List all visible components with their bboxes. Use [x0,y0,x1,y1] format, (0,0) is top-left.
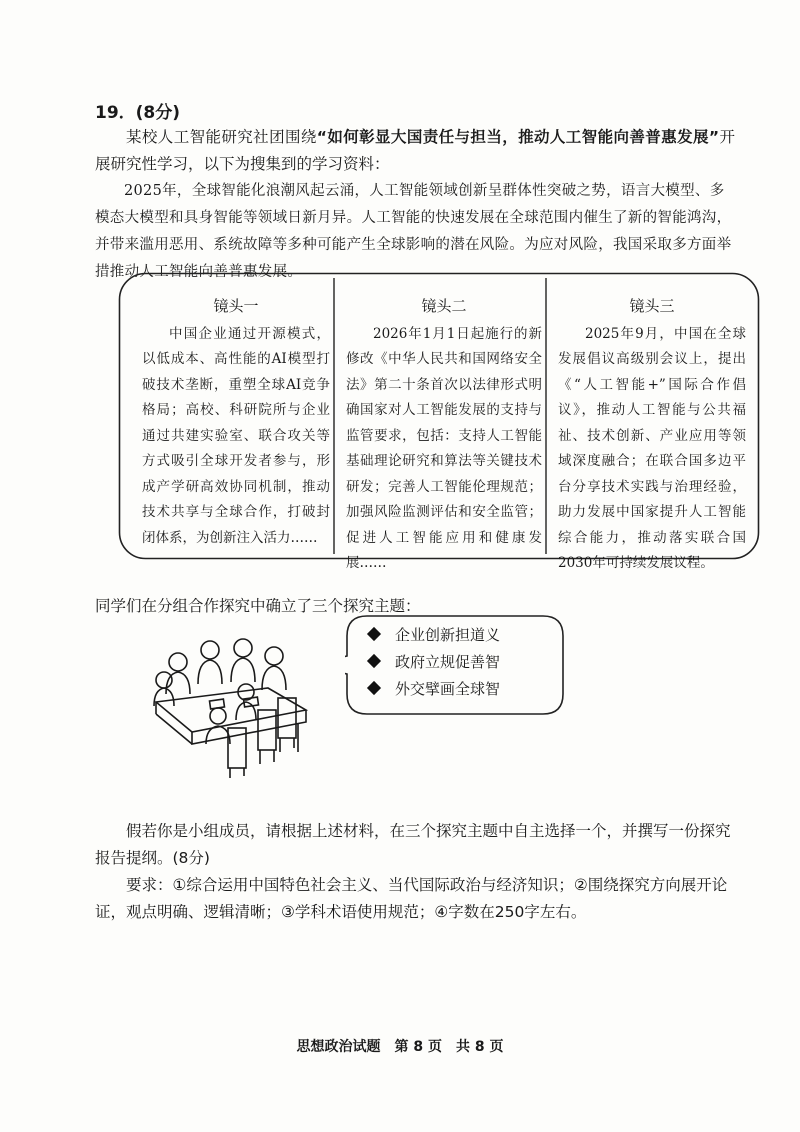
task-requirements: 要求：①综合运用中国特色社会主义、当代国际政治与经济知识；②围绕探究方向展开论证，观点明确、逻辑清晰；③学科术语使用规范；④字数在250字左右。 [95,876,728,921]
diamond-bullet-icon [367,654,381,668]
scene-two-text: 2026年1月1日起施行的新修改《中华人民共和国网络安全法》第二十条首次以法律形式明确国家对人工智能发展的支持与监管要求，包括：支持人工智能基础理论研究和算法等关键技术研发；完善人工智能伦理规范；加强风险监测评估和安全监管；促进人工智能应用和健康发展…… [346,325,542,571]
scene-one-text: 中国企业通过开源模式，以低成本、高性能的AI模型打破技术垄断，重塑全球AI竞争格局；高校、科研院所与企业通过共建实验室、联合攻关等方式吸引全球开发者参与，形成产学研高效协同机制，推动技术共享与全球合作，打破封闭体系，为创新注入活力…… [142,325,330,546]
themes-speech-bubble [345,614,565,724]
task-instruction: 假若你是小组成员，请根据上述材料，在三个探究主题中自主选择一个，并撰写一份探究报告提纲。(8分) [95,822,731,867]
theme-label: 外交擘画全球智 [395,680,501,698]
question-number: 19．(8分) [95,103,181,123]
question-intro [95,124,735,178]
theme-item [369,676,500,703]
scene-three-text: 2025年9月，中国在全球发展倡议高级别会议上，提出《“人工智能+”国际合作倡议》，推动人工智能与公共福祉、技术创新、产业应用等领域深度融合；在联合国多边平台分享技术实践与治理经验，助力发展中国家提升人工智能综合能力，推动落实联合国2030年可持续发展议程。 [558,325,746,571]
intro-tail: 开展研究性学习，以下为搜集到的学习资料： [95,128,735,173]
task-section [95,818,735,926]
scene-two-title: 镜头二 [421,297,467,315]
theme-item [369,649,500,676]
themes-intro: 同学们在分组合作探究中确立了三个探究主题： [95,597,421,615]
theme-item [369,622,500,649]
theme-label: 企业创新担道义 [395,626,501,644]
study-material: 2025年，全球智能化浪潮风起云涌，人工智能领域创新呈群体性突破之势，语言大模型、多模态大模型和具身智能等领域日新月异。人工智能的快速发展在全球范围内催生了新的智能鸿沟，并带来滥用恶用、系统故障等多种可能产生全球影响的潜在风险。为应对风险，我国采取多方面举措推动人工智能向善普惠发展。 [95,183,732,280]
scene-two [346,294,542,577]
group-discussion-icon [148,632,308,780]
scenes-panel [118,272,760,571]
scene-three [558,294,746,577]
diamond-bullet-icon [367,627,381,641]
intro-text: 某校人工智能研究社团围绕 [126,128,317,146]
scene-three-title: 镜头三 [629,297,675,315]
scene-one-title: 镜头一 [213,297,259,315]
theme-label: 政府立规促善智 [395,653,501,671]
page-footer: 思想政治试题 第 8 页 共 8 页 [296,1039,504,1055]
scene-one [142,294,330,551]
research-topic: “如何彰显大国责任与担当，推动人工智能向善普惠发展” [316,128,720,146]
themes-list [369,622,500,703]
diamond-bullet-icon [367,681,381,695]
